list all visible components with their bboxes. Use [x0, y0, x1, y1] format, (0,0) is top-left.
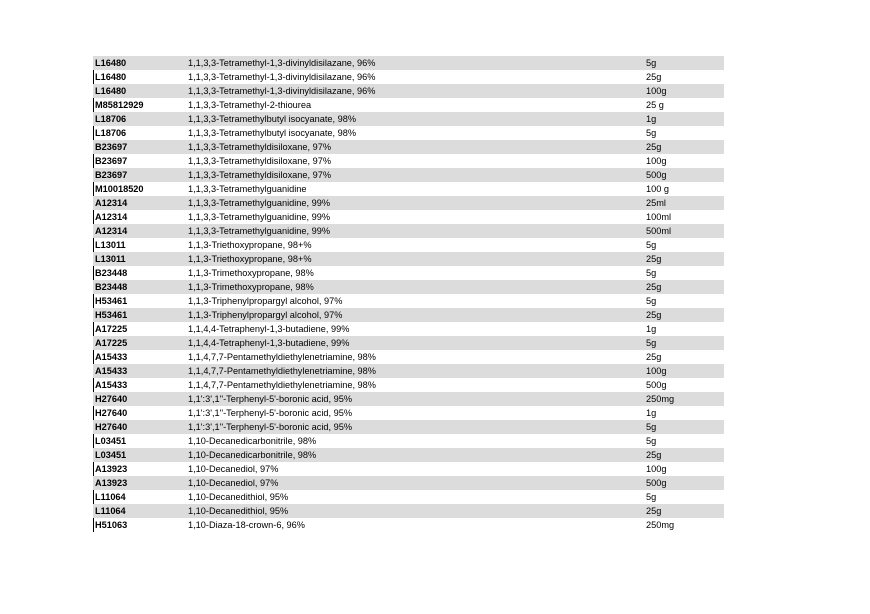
- pack-size: 500g: [646, 380, 667, 390]
- product-name: 1,1,3,3-Tetramethylguanidine, 99%: [188, 212, 330, 222]
- pack-size: 25g: [646, 310, 662, 320]
- product-name: 1,1,3,3-Tetramethyl-1,3-divinyldisilazane, 96%: [188, 72, 376, 82]
- pack-size: 25g: [646, 254, 662, 264]
- table-row: [93, 364, 724, 378]
- pack-size: 25g: [646, 142, 662, 152]
- table-body: [93, 56, 724, 532]
- product-name: 1,10-Decanedicarbonitrile, 98%: [188, 450, 317, 460]
- product-code: A15433: [95, 380, 128, 390]
- product-code: A12314: [95, 198, 128, 208]
- pack-size: 1g: [646, 408, 657, 418]
- table-row: [93, 182, 724, 196]
- pack-size: 5g: [646, 422, 657, 432]
- table-row: [93, 462, 724, 476]
- product-name: 1,1,3-Triphenylpropargyl alcohol, 97%: [188, 310, 343, 320]
- product-name: 1,1,3,3-Tetramethyldisiloxane, 97%: [188, 170, 331, 180]
- product-name: 1,1':3',1''-Terphenyl-5'-boronic acid, 95%: [188, 422, 353, 432]
- product-code: M85812929: [95, 100, 144, 110]
- product-name: 1,1,3-Trimethoxypropane, 98%: [188, 282, 314, 292]
- product-code: B23697: [95, 170, 128, 180]
- table-row: [93, 224, 724, 238]
- product-name: 1,1,3,3-Tetramethylbutyl isocyanate, 98%: [188, 128, 357, 138]
- product-name: 1,10-Decanediol, 97%: [188, 464, 279, 474]
- table-row: [93, 168, 724, 182]
- table-row: [93, 294, 724, 308]
- product-code: A13923: [95, 464, 128, 474]
- product-code: M10018520: [95, 184, 144, 194]
- pack-size: 100g: [646, 156, 667, 166]
- table-row: [93, 140, 724, 154]
- table-row: [93, 266, 724, 280]
- table-row: [93, 378, 724, 392]
- product-code: B23448: [95, 268, 128, 278]
- pack-size: 25g: [646, 282, 662, 292]
- product-code: L11064: [95, 506, 126, 516]
- product-code: B23697: [95, 142, 128, 152]
- product-name: 1,10-Decanedithiol, 95%: [188, 506, 289, 516]
- product-name: 1,1,4,4-Tetraphenyl-1,3-butadiene, 99%: [188, 324, 350, 334]
- product-name: 1,1,4,7,7-Pentamethyldiethylenetriamine, 98%: [188, 352, 376, 362]
- pack-size: 25g: [646, 72, 662, 82]
- product-code: L18706: [95, 128, 127, 138]
- table-row: [93, 154, 724, 168]
- pack-size: 25g: [646, 450, 662, 460]
- table-row: [93, 350, 724, 364]
- table-row: [93, 420, 724, 434]
- product-name: 1,1,3,3-Tetramethylguanidine, 99%: [188, 226, 330, 236]
- product-code: A12314: [95, 212, 128, 222]
- pack-size: 5g: [646, 58, 657, 68]
- product-name: 1,1':3',1''-Terphenyl-5'-boronic acid, 95%: [188, 394, 353, 404]
- product-code: A17225: [95, 338, 128, 348]
- product-code: B23697: [95, 156, 128, 166]
- product-code: A13923: [95, 478, 128, 488]
- table-row: [93, 336, 724, 350]
- pack-size: 1g: [646, 324, 657, 334]
- table-row: [93, 210, 724, 224]
- product-name: 1,1,3-Trimethoxypropane, 98%: [188, 268, 314, 278]
- table-row: [93, 434, 724, 448]
- pack-size: 100g: [646, 464, 667, 474]
- product-code: A15433: [95, 352, 128, 362]
- pack-size: 5g: [646, 436, 657, 446]
- table-row: [93, 504, 724, 518]
- pack-size: 5g: [646, 128, 657, 138]
- pack-size: 100ml: [646, 212, 672, 222]
- product-code: H53461: [95, 310, 128, 320]
- pack-size: 5g: [646, 240, 657, 250]
- product-name: 1,10-Decanedicarbonitrile, 98%: [188, 436, 317, 446]
- pack-size: 250mg: [646, 394, 675, 404]
- table-row: [93, 322, 724, 336]
- product-code: B23448: [95, 282, 128, 292]
- product-code: L03451: [95, 436, 127, 446]
- product-code: H53461: [95, 296, 128, 306]
- product-name: 1,1,3-Triethoxypropane, 98+%: [188, 240, 312, 250]
- product-code: L18706: [95, 114, 127, 124]
- pack-size: 100 g: [646, 184, 669, 194]
- pack-size: 100g: [646, 86, 667, 96]
- product-name: 1,1,3,3-Tetramethylguanidine, 99%: [188, 198, 330, 208]
- pack-size: 25g: [646, 352, 662, 362]
- table-row: [93, 196, 724, 210]
- table-row: [93, 112, 724, 126]
- product-name: 1,10-Decanediol, 97%: [188, 478, 279, 488]
- pack-size: 100g: [646, 366, 667, 376]
- table-row: [93, 490, 724, 504]
- product-code: A15433: [95, 366, 128, 376]
- product-name: 1,1':3',1''-Terphenyl-5'-boronic acid, 95%: [188, 408, 353, 418]
- table-row: [93, 98, 724, 112]
- product-code: L11064: [95, 492, 126, 502]
- product-code: H27640: [95, 394, 128, 404]
- pack-size: 25 g: [646, 100, 664, 110]
- pack-size: 25g: [646, 506, 662, 516]
- product-name: 1,1,3,3-Tetramethyldisiloxane, 97%: [188, 156, 331, 166]
- product-code: H27640: [95, 408, 128, 418]
- product-code: H27640: [95, 422, 128, 432]
- product-code: H51063: [95, 520, 128, 530]
- product-code: L16480: [95, 58, 127, 68]
- product-name: 1,10-Decanedithiol, 95%: [188, 492, 289, 502]
- pack-size: 5g: [646, 492, 657, 502]
- pack-size: 500g: [646, 170, 667, 180]
- product-name: 1,1,4,7,7-Pentamethyldiethylenetriamine, 98%: [188, 380, 376, 390]
- table-row: [93, 518, 724, 532]
- table-row: [93, 238, 724, 252]
- product-name: 1,1,4,4-Tetraphenyl-1,3-butadiene, 99%: [188, 338, 350, 348]
- product-name: 1,1,3-Triethoxypropane, 98+%: [188, 254, 312, 264]
- product-name: 1,1,3,3-Tetramethylbutyl isocyanate, 98%: [188, 114, 357, 124]
- product-code: L16480: [95, 72, 127, 82]
- table-row: [93, 308, 724, 322]
- table-row: [93, 70, 724, 84]
- pack-size: 25ml: [646, 198, 666, 208]
- table-row: [93, 280, 724, 294]
- product-name: 1,1,3,3-Tetramethyldisiloxane, 97%: [188, 142, 331, 152]
- table-row: [93, 252, 724, 266]
- table-row: [93, 56, 724, 70]
- table-row: [93, 126, 724, 140]
- product-name: 1,10-Diaza-18-crown-6, 96%: [188, 520, 305, 530]
- pack-size: 5g: [646, 296, 657, 306]
- table-row: [93, 84, 724, 98]
- pack-size: 5g: [646, 268, 657, 278]
- product-code: L03451: [95, 450, 127, 460]
- product-table: [93, 56, 724, 532]
- product-name: 1,1,3,3-Tetramethyl-1,3-divinyldisilazane, 96%: [188, 86, 376, 96]
- product-name: 1,1,3,3-Tetramethylguanidine: [188, 184, 307, 194]
- product-name: 1,1,3-Triphenylpropargyl alcohol, 97%: [188, 296, 343, 306]
- product-name: 1,1,3,3-Tetramethyl-1,3-divinyldisilazane, 96%: [188, 58, 376, 68]
- product-code: L16480: [95, 86, 127, 96]
- product-code: A17225: [95, 324, 128, 334]
- pack-size: 5g: [646, 338, 657, 348]
- table-row: [93, 448, 724, 462]
- table-row: [93, 392, 724, 406]
- pack-size: 1g: [646, 114, 657, 124]
- product-code: L13011: [95, 254, 126, 264]
- pack-size: 500ml: [646, 226, 672, 236]
- pack-size: 500g: [646, 478, 667, 488]
- table-row: [93, 406, 724, 420]
- table-row: [93, 476, 724, 490]
- pack-size: 250mg: [646, 520, 675, 530]
- product-code: A12314: [95, 226, 128, 236]
- product-code: L13011: [95, 240, 126, 250]
- product-name: 1,1,4,7,7-Pentamethyldiethylenetriamine, 98%: [188, 366, 376, 376]
- product-name: 1,1,3,3-Tetramethyl-2-thiourea: [188, 100, 312, 110]
